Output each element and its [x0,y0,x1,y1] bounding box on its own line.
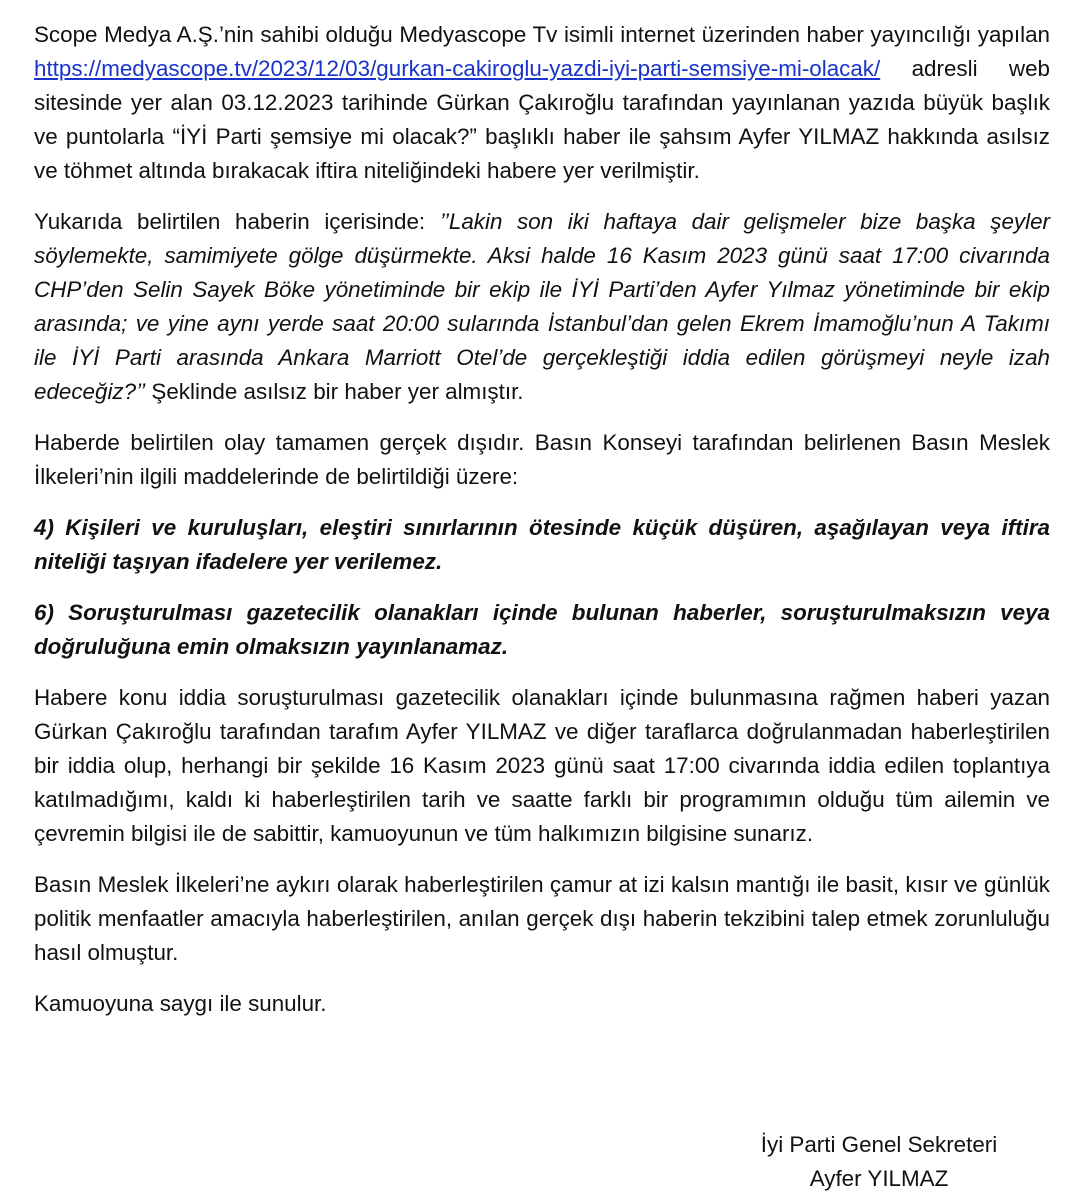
quote-outro: Şeklinde asılsız bir haber yer almıştır. [145,379,524,404]
paragraph-explanation: Habere konu iddia soruşturulması gazetecilik olanakları içinde bulunmasına rağmen haberi yazan Gürkan Çakıroğlu tarafından tarafım Ayfer YILMAZ ve diğer taraflarca doğrulanmadan haberleştirilen bir iddia olup, herhangi bir şekilde 16 Kasım 2023 günü saat 17:00 civarında iddia edilen toplantıya katılmadığımı, kaldı ki haberleştirilen tarih ve saatte farklı bir programımın olduğu tüm ailemin ve çevremin bilgisi ile de sabittir, kamuoyunun ve tüm halkımızın bilgisine sunarız. [34,685,1050,846]
paragraph-correction-request: Basın Meslek İlkeleri’ne aykırı olarak haberleştirilen çamur at izi kalsın mantığı ile basit, kısır ve günlük politik menfaatler amacıyla haberleştirilen, anılan gerçek dışı haberin tekzibini talep etmek zorunluluğu hasıl olmuştur. [34,872,1050,965]
signature-title: İyi Parti Genel Sekreteri [760,1132,998,1157]
signature-name: Ayfer YILMAZ [809,1166,949,1191]
paragraph-denial: Haberde belirtilen olay tamamen gerçek dışıdır. Basın Konseyi tarafından belirlenen Basın Meslek İlkeleri’nin ilgili maddelerinde de belirtildiği üzere: [34,430,1050,489]
quote-intro: Yukarıda belirtilen haberin içerisinde: [34,209,440,234]
press-principle-4: 4) Kişileri ve kuruluşları, eleştiri sınırlarının ötesinde küçük düşüren, aşağılayan veya iftira niteliği taşıyan ifadelere yer verilemez. [34,515,1050,574]
quoted-article-text: ’’Lakin son iki haftaya dair gelişmeler bize başka şeyler söylemekte, samimiyete gölge düşürmekte. Aksi halde 16 Kasım 2023 günü saat 17:00 civarında CHP’den Selin Sayek Böke yönetiminde bir ekip ile İYİ Parti’den Ayfer Yılmaz yönetiminde bir ekip arasında; ve yine aynı yerde saat 20:00 sularında İstanbul’dan gelen Ekrem İmamoğlu’nun A Takımı ile İYİ Parti arasında Ankara Marriott Otel’de gerçekleştiği iddia edilen görüşmeyi neyle izah edeceğiz?’’ [34,209,1050,404]
paragraph-intro-text-continued: adresli web sitesinde yer alan 03.12.2023 tarihinde Gürkan Çakıroğlu tarafından yayınlanan yazıda büyük başlık ve puntolarla “İYİ Parti şemsiye mi olacak?” başlıklı haber ile şahsım Ayfer YILMAZ hakkında asılsız ve töhmet altında bırakacak iftira niteliğindeki habere yer verilmiştir. [34,56,1050,183]
medyascope-article-link[interactable]: https://medyascope.tv/2023/12/03/gurkan-cakiroglu-yazdi-iyi-parti-semsiye-mi-olacak/ [34,56,881,81]
closing-line: Kamuoyuna saygı ile sunulur. [34,991,327,1016]
paragraph-intro-text: Scope Medya A.Ş.’nin sahibi olduğu Medyascope Tv isimli internet üzerinden haber yayıncılığı yapılan [34,22,1050,47]
press-principle-6: 6) Soruşturulması gazetecilik olanakları içinde bulunan haberler, soruşturulmaksızın veya doğruluğuna emin olmaksızın yayınlanamaz. [34,600,1050,659]
paragraph-quote [34,205,1050,409]
signature-block [744,1128,1014,1196]
paragraph-intro [34,18,1050,188]
